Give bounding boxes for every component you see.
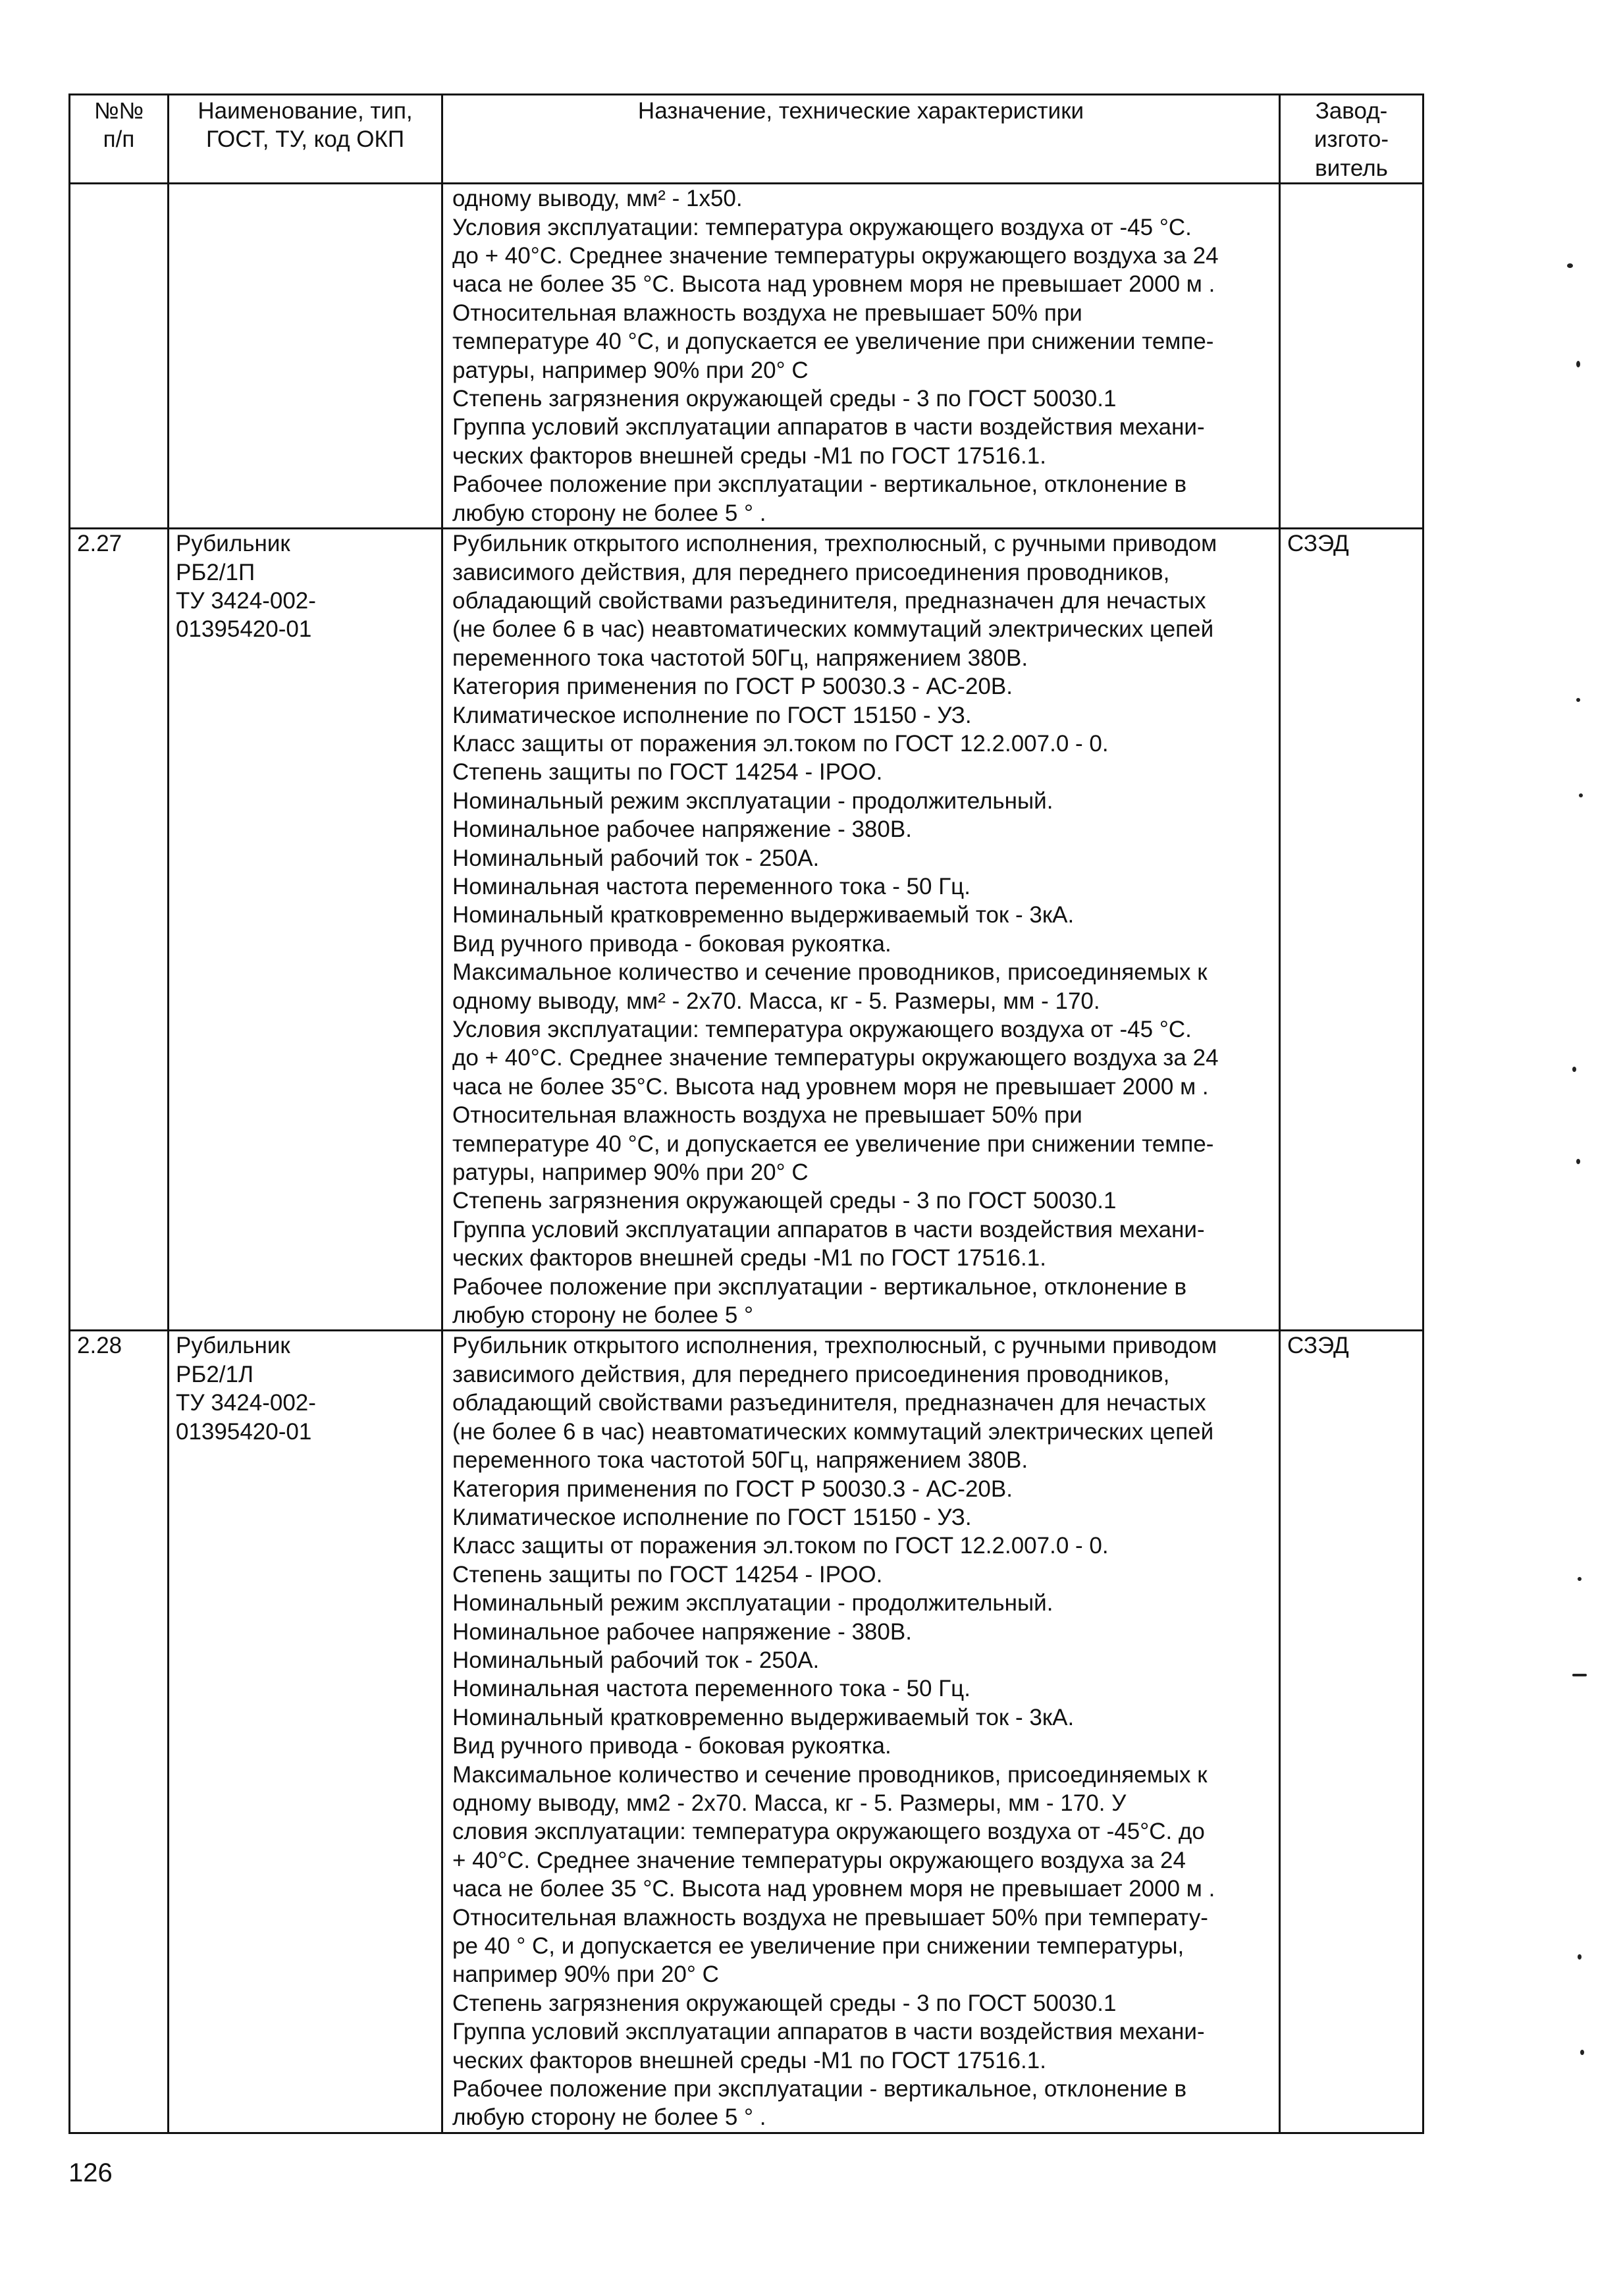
text-line: любую сторону не более 5 ° . <box>452 500 766 526</box>
text-line: Рубильник <box>176 1333 290 1359</box>
text-line: Условия эксплуатации: температура окружающего воздуха от -45 °С. <box>452 1017 1192 1042</box>
text-line: Категория применения по ГОСТ Р 50030.3 - АС-20В. <box>452 674 1013 700</box>
table-row-2-28 <box>70 1331 1423 2133</box>
text-line: переменного тока частотой 50Гц, напряжением 380В. <box>452 1447 1028 1474</box>
text-line: ческих факторов внешней среды -М1 по ГОСТ 17516.1. <box>452 1245 1046 1271</box>
text-line: Относительная влажность воздуха не превышает 50% при <box>452 1102 1082 1129</box>
text-line: Рубильник открытого исполнения, трехполюсный, с ручными приводом <box>452 1333 1217 1359</box>
header-name-line: ГОСТ, ТУ, код ОКП <box>205 126 404 153</box>
text-line: Рабочее положение при эксплуатации - вертикальное, отклонение в <box>452 1273 1187 1300</box>
text-line: часа не более 35 °С. Высота над уровнем моря не превышает 2000 м . <box>452 271 1215 298</box>
text-line: одному выводу, мм² - 2х70. Масса, кг - 5. Размеры, мм - 170. <box>452 988 1100 1014</box>
text-line: Рабочее положение при эксплуатации - вертикальное, отклонение в <box>452 471 1187 498</box>
cell-maker <box>1280 184 1423 529</box>
text-line: РБ2/1Л <box>176 1361 253 1387</box>
scan-speck <box>1579 793 1583 797</box>
text-line: Номинальный кратковременно выдерживаемый ток - 3кА. <box>452 1704 1075 1730</box>
header-description-line: Назначение, технические характеристики <box>637 98 1084 124</box>
text-line: Рубильник <box>176 531 290 557</box>
text-line: Номинальное рабочее напряжение - 380В. <box>452 1618 912 1645</box>
text-line: Номинальный рабочий ток - 250А. <box>452 1647 820 1673</box>
text-line: (не более 6 в час) неавтоматических коммутаций электрических цепей <box>452 1418 1214 1445</box>
text-line: Класс защиты от поражения эл.током по ГОСТ 12.2.007.0 - 0. <box>452 730 1109 757</box>
text-line: зависимого действия, для переднего присоединения проводников, <box>452 559 1170 585</box>
text-line: Условия эксплуатации: температура окружающего воздуха от -45 °С. <box>452 214 1192 240</box>
text-line: (не более 6 в час) неавтоматических коммутаций электрических цепей <box>452 616 1214 643</box>
text-line: температуре 40 °С, и допускается ее увеличение при снижении темпе- <box>452 1131 1214 1157</box>
text-line: Климатическое исполнение по ГОСТ 15150 - УЗ. <box>452 1504 972 1530</box>
header-name <box>169 95 442 184</box>
cell-maker: СЗЭД <box>1280 1331 1423 2133</box>
text-line: обладающий свойствами разъединителя, предназначен для нечастых <box>452 587 1206 614</box>
page-number: 126 <box>68 2158 113 2187</box>
scan-speck <box>1576 698 1580 702</box>
text-line: ратуры, например 90% при 20° С <box>452 1160 809 1186</box>
text-line: Группа условий эксплуатации аппаратов в части воздействия механи- <box>452 2019 1205 2045</box>
scan-speck <box>1580 2050 1584 2055</box>
cell-name <box>169 1331 442 2133</box>
scan-speck <box>1578 1577 1582 1581</box>
text-line: Максимальное количество и сечение проводников, присоединяемых к <box>452 959 1208 986</box>
text-line: часа не более 35°С. Высота над уровнем моря не превышает 2000 м . <box>452 1073 1209 1100</box>
text-line: Максимальное количество и сечение проводников, присоединяемых к <box>452 1761 1208 1788</box>
table-row-continuation <box>70 184 1423 529</box>
text-line: Номинальный рабочий ток - 250А. <box>452 845 820 871</box>
cell-num: 2.28 <box>70 1331 169 2133</box>
text-line: ТУ 3424-002- <box>176 587 316 614</box>
text-line: одному выводу, мм2 - 2х70. Масса, кг - 5. Размеры, мм - 170. У <box>452 1790 1127 1816</box>
text-line: Вид ручного привода - боковая рукоятка. <box>452 930 891 957</box>
cell-num <box>70 184 169 529</box>
text-line: обладающий свойствами разъединителя, предназначен для нечастых <box>452 1390 1206 1416</box>
header-maker-line: Завод- <box>1315 98 1388 124</box>
text-line: до + 40°С. Среднее значение температуры окружающего воздуха за 24 <box>452 243 1219 269</box>
scan-speck <box>1576 1159 1580 1164</box>
text-line: Категория применения по ГОСТ Р 50030.3 - АС-20В. <box>452 1476 1013 1502</box>
cell-name <box>169 529 442 1331</box>
cell-maker: СЗЭД <box>1280 529 1423 1331</box>
scan-speck <box>1567 263 1573 268</box>
text-line: Номинальный кратковременно выдерживаемый ток - 3кА. <box>452 902 1075 928</box>
text-line: Номинальный режим эксплуатации - продолжительный. <box>452 788 1053 814</box>
text-line: ческих факторов внешней среды -М1 по ГОСТ 17516.1. <box>452 442 1046 469</box>
text-line: одному выводу, мм² - 1х50. <box>452 186 743 212</box>
header-maker <box>1280 95 1423 184</box>
text-line: 01395420-01 <box>176 616 312 643</box>
text-line: Рубильник открытого исполнения, трехполюсный, с ручными приводом <box>452 531 1217 557</box>
text-line: переменного тока частотой 50Гц, напряжением 380В. <box>452 645 1028 671</box>
scan-speck <box>1572 1067 1576 1072</box>
text-line: зависимого действия, для переднего присоединения проводников, <box>452 1361 1170 1387</box>
cell-description <box>442 529 1280 1331</box>
text-line: + 40°С. Среднее значение температуры окружающего воздуха за 24 <box>452 1847 1186 1873</box>
scan-speck <box>1572 1674 1587 1676</box>
cell-description <box>442 184 1280 529</box>
scan-speck <box>1578 1954 1582 1960</box>
header-maker-line: изгото- <box>1314 126 1389 153</box>
header-row <box>70 95 1423 184</box>
cell-description <box>442 1331 1280 2133</box>
text-line: Относительная влажность воздуха не превышает 50% при температу- <box>452 1904 1208 1931</box>
text-line: ТУ 3424-002- <box>176 1390 316 1416</box>
text-line: Группа условий эксплуатации аппаратов в части воздействия механи- <box>452 1216 1205 1242</box>
text-line: например 90% при 20° С <box>452 1962 719 1988</box>
text-line: Степень загрязнения окружающей среды - 3 по ГОСТ 50030.1 <box>452 386 1117 412</box>
text-line: Номинальное рабочее напряжение - 380В. <box>452 816 912 843</box>
header-name-line: Наименование, тип, <box>198 98 413 124</box>
text-line: температуре 40 °С, и допускается ее увеличение при снижении темпе- <box>452 329 1214 355</box>
text-line: Номинальный режим эксплуатации - продолжительный. <box>452 1590 1053 1616</box>
text-line: часа не более 35 °С. Высота над уровнем моря не превышает 2000 м . <box>452 1876 1215 1902</box>
text-line: Номинальная частота переменного тока - 50 Гц. <box>452 1676 971 1702</box>
text-line: Степень защиты по ГОСТ 14254 - IРОО. <box>452 1561 883 1588</box>
cell-num: 2.27 <box>70 529 169 1331</box>
header-num-line: п/п <box>103 126 135 153</box>
text-line: любую сторону не более 5 ° . <box>452 2104 766 2131</box>
text-line: любую сторону не более 5 ° <box>452 1302 754 1329</box>
text-line: Группа условий эксплуатации аппаратов в части воздействия механи- <box>452 414 1205 441</box>
text-line: 01395420-01 <box>176 1418 312 1445</box>
header-description <box>442 95 1280 184</box>
text-line: Номинальная частота переменного тока - 50 Гц. <box>452 873 971 899</box>
text-line: Климатическое исполнение по ГОСТ 15150 - УЗ. <box>452 702 972 728</box>
text-line: Степень загрязнения окружающей среды - 3 по ГОСТ 50030.1 <box>452 1990 1117 2016</box>
header-maker-line: витель <box>1315 155 1388 181</box>
text-line: ческих факторов внешней среды -М1 по ГОСТ 17516.1. <box>452 2047 1046 2073</box>
text-line: ре 40 ° С, и допускается ее увеличение при снижении температуры, <box>452 1933 1184 1959</box>
header-num <box>70 95 169 184</box>
text-line: до + 40°С. Среднее значение температуры окружающего воздуха за 24 <box>452 1045 1219 1071</box>
spec-table <box>68 93 1424 2134</box>
text-line: РБ2/1П <box>176 559 255 585</box>
text-line: Степень загрязнения окружающей среды - 3 по ГОСТ 50030.1 <box>452 1188 1117 1214</box>
text-line: ратуры, например 90% при 20° С <box>452 357 809 383</box>
text-line: Рабочее положение при эксплуатации - вертикальное, отклонение в <box>452 2076 1187 2102</box>
text-line: Класс защиты от поражения эл.током по ГОСТ 12.2.007.0 - 0. <box>452 1533 1109 1559</box>
table-row-2-27 <box>70 529 1423 1331</box>
text-line: Степень защиты по ГОСТ 14254 - IРОО. <box>452 759 883 786</box>
cell-name <box>169 184 442 529</box>
text-line: словия эксплуатации: температура окружающего воздуха от -45°С. до <box>452 1819 1205 1845</box>
scan-speck <box>1576 361 1580 367</box>
header-num-line: №№ <box>93 98 144 124</box>
text-line: Относительная влажность воздуха не превышает 50% при <box>452 300 1082 326</box>
text-line: Вид ручного привода - боковая рукоятка. <box>452 1733 891 1759</box>
spec-table-container <box>68 93 1422 2141</box>
